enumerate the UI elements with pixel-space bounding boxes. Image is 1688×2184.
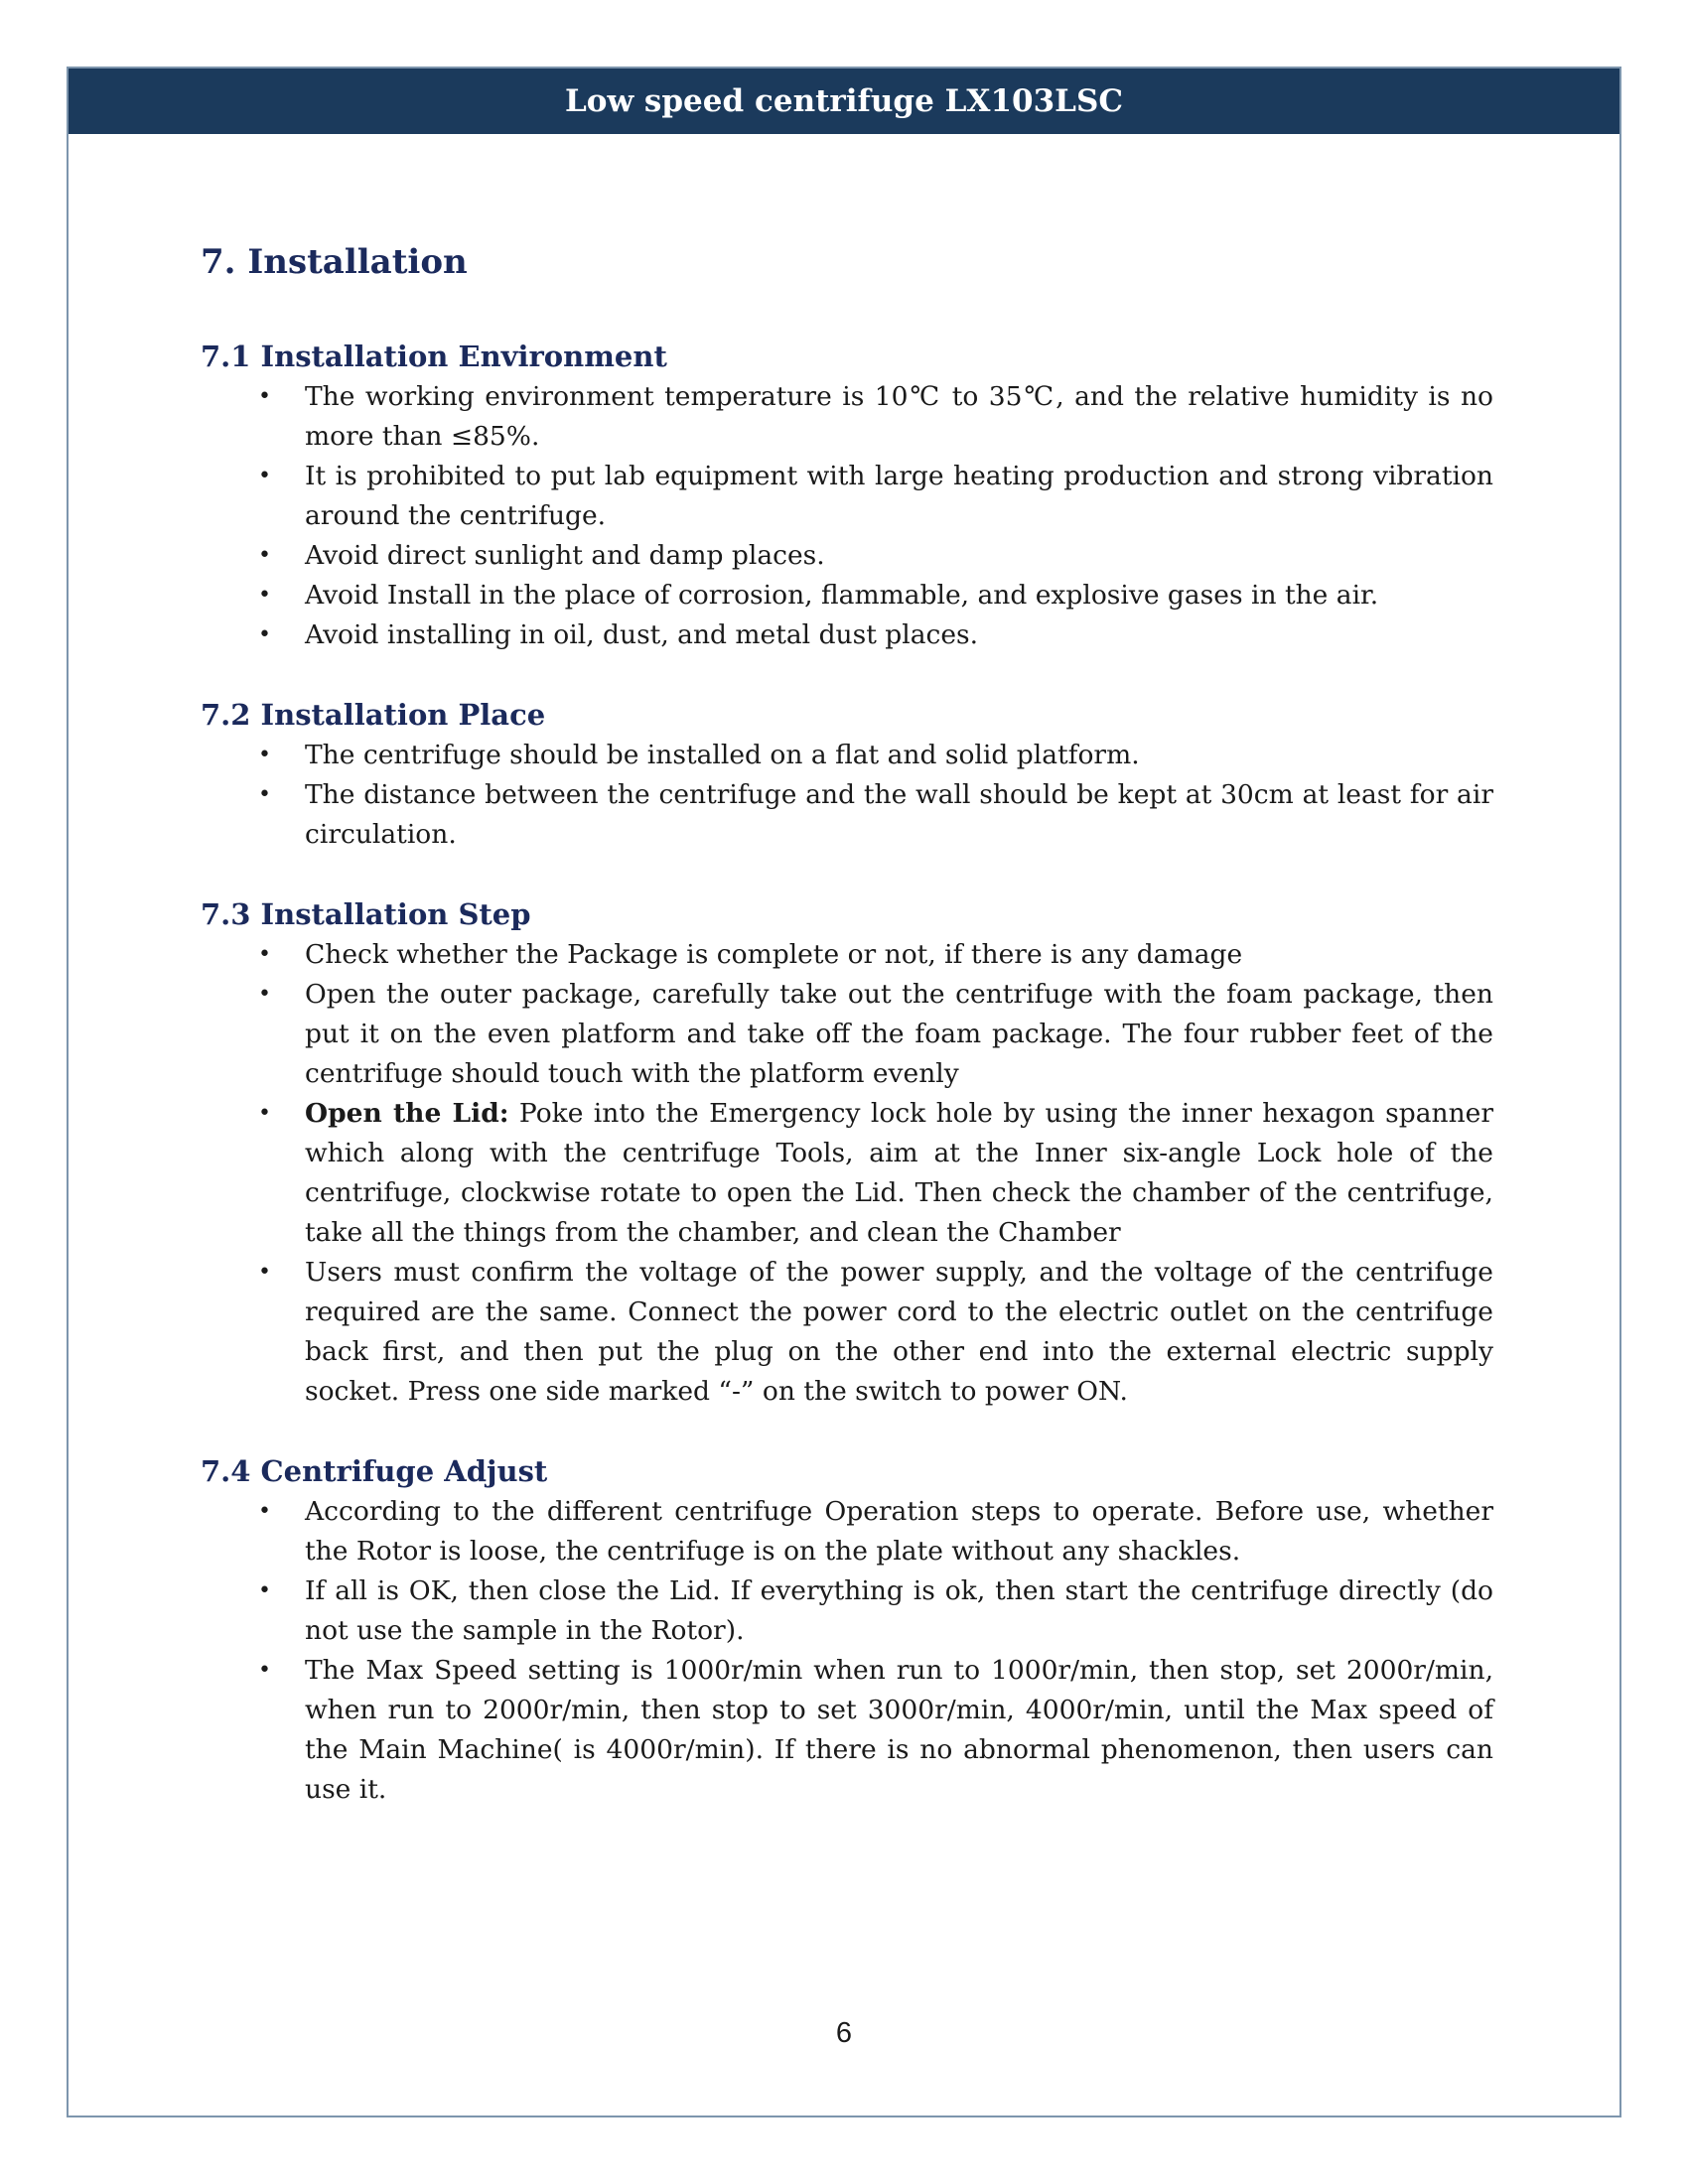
bullet-icon: •	[258, 464, 271, 488]
list-item: • Avoid installing in oil, dust, and metal dust places.	[201, 615, 1493, 655]
list-item-lead: Open the Lid:	[305, 1098, 509, 1129]
bullet-icon: •	[258, 1578, 271, 1603]
bullet-list	[201, 935, 1493, 1412]
section-heading: 7.4 Centrifuge Adjust	[201, 1454, 548, 1488]
section-heading: 7.1 Installation Environment	[201, 340, 667, 373]
list-item: • Avoid direct sunlight and damp places.	[201, 536, 1493, 576]
list-item: • It is prohibited to put lab equipment with large heating production and strong vibration around the centrifuge.	[201, 457, 1493, 536]
list-item: • Open the outer package, carefully take out the centrifuge with the foam package, then put it on the even platform and take off the foam package. The four rubber feet of the centrifuge should touch with the platform evenly	[201, 975, 1493, 1094]
document-title: Low speed centrifuge LX103LSC	[564, 83, 1124, 119]
list-item: • The distance between the centrifuge and the wall should be kept at 30cm at least for air circulation.	[201, 775, 1493, 855]
section-heading: 7.2 Installation Place	[201, 698, 546, 732]
bullet-icon: •	[258, 1658, 271, 1683]
list-item: • The working environment temperature is 10℃ to 35℃, and the relative humidity is no more than ≤85%.	[201, 377, 1493, 457]
bullet-list	[201, 377, 1493, 655]
bullet-list	[201, 1492, 1493, 1810]
page-title: 7. Installation	[201, 242, 468, 282]
bullet-icon: •	[258, 1101, 271, 1126]
document-header	[69, 68, 1619, 134]
section-installation-environment	[201, 337, 1493, 655]
list-item: • The Max Speed setting is 1000r/min when run to 1000r/min, then stop, set 2000r/min, when run to 2000r/min, then stop to set 3000r/min, 4000r/min, until the Max speed of the Main Machine( is 4000r/min). If there is no abnormal phenomenon, then users can use it.	[201, 1651, 1493, 1810]
bullet-icon: •	[258, 942, 271, 967]
bullet-icon: •	[258, 1499, 271, 1524]
list-item: • The centrifuge should be installed on a flat and solid platform.	[201, 736, 1493, 775]
bullet-icon: •	[258, 1260, 271, 1285]
list-item: • Avoid Install in the place of corrosion, flammable, and explosive gases in the air.	[201, 576, 1493, 615]
list-item: • According to the different centrifuge Operation steps to operate. Before use, whether the Rotor is loose, the centrifuge is on the plate without any shackles.	[201, 1492, 1493, 1571]
list-item: • Check whether the Package is complete or not, if there is any damage	[201, 935, 1493, 975]
bullet-icon: •	[258, 543, 271, 568]
page-number: 6	[835, 2017, 853, 2049]
list-item: • If all is OK, then close the Lid. If everything is ok, then start the centrifuge directly (do not use the sample in the Rotor).	[201, 1571, 1493, 1651]
list-item: • Open the Lid: Poke into the Emergency lock hole by using the inner hexagon spanner which along with the centrifuge Tools, aim at the Inner six-angle Lock hole of the centrifuge, clockwise rotate to open the Lid. Then check the chamber of the centrifuge, take all the things from the chamber, and clean the Chamber	[201, 1094, 1493, 1253]
bullet-icon: •	[258, 782, 271, 807]
main-content	[201, 234, 1493, 1849]
bullet-list	[201, 736, 1493, 855]
section-installation-place	[201, 695, 1493, 855]
section-installation-step	[201, 894, 1493, 1412]
bullet-icon: •	[258, 583, 271, 608]
section-centrifuge-adjust	[201, 1451, 1493, 1810]
bullet-icon: •	[258, 743, 271, 767]
bullet-icon: •	[258, 982, 271, 1007]
list-item: • Users must confirm the voltage of the power supply, and the voltage of the centrifuge required are the same. Connect the power cord to the electric outlet on the centrifuge back first, and then put the plug on the other end into the external electric supply socket. Press one side marked “-” on the switch to power ON.	[201, 1253, 1493, 1412]
bullet-icon: •	[258, 622, 271, 647]
section-heading: 7.3 Installation Step	[201, 897, 531, 931]
bullet-icon: •	[258, 384, 271, 409]
